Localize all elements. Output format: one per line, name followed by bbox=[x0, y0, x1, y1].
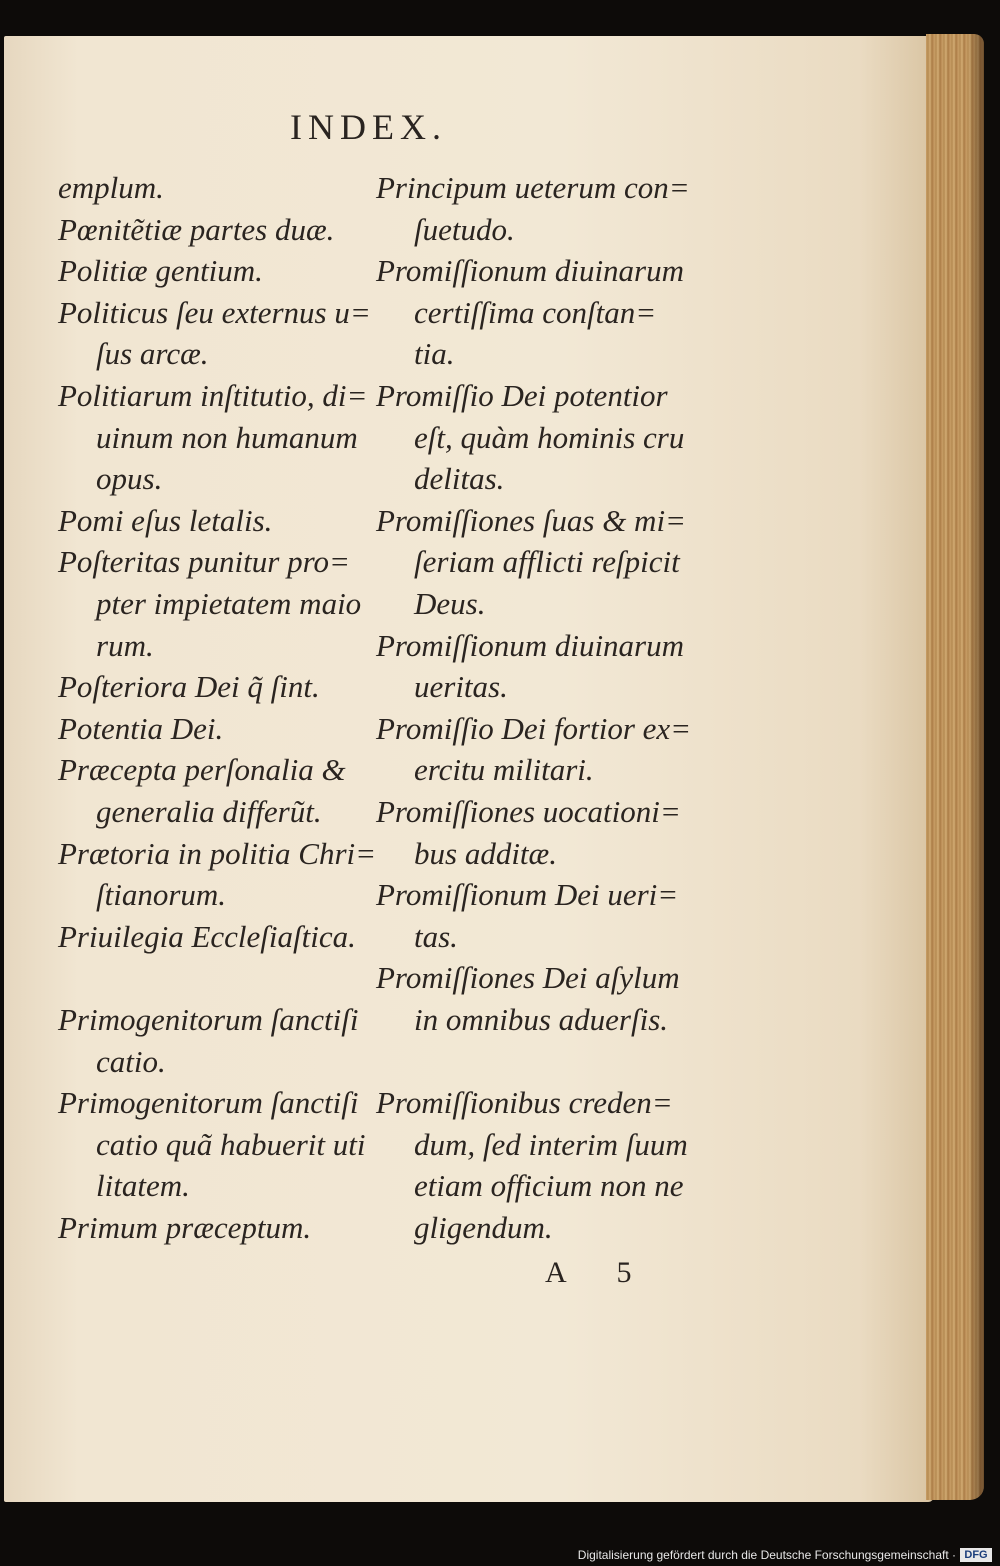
left-entry-text: Primogenitorum ſanctiſi bbox=[58, 1002, 359, 1037]
left-entry-text: Præcepta perſonalia & bbox=[58, 752, 346, 788]
left-entry-text: generalia differũt. bbox=[96, 794, 322, 829]
right-entry-text: Promiſſiones ſuas & mi= bbox=[376, 502, 686, 538]
left-entry-text: pter impietatem maio bbox=[96, 586, 362, 621]
right-entry-text: Promiſſiones uocationi= bbox=[376, 794, 681, 829]
right-entry-text: dum, ſed interim ſuum bbox=[414, 1126, 688, 1162]
left-entry-text: Primogenitorum ſanctiſi bbox=[58, 1085, 359, 1121]
right-entry-text: tia. bbox=[414, 336, 455, 372]
left-entry-text: rum. bbox=[96, 627, 154, 663]
left-entry-text: Primum præceptum. bbox=[58, 1210, 312, 1245]
right-entry-text: Principum ueterum con= bbox=[376, 170, 690, 205]
left-entry-text: Potentia Dei. bbox=[58, 710, 224, 746]
page-header: INDEX. bbox=[290, 107, 447, 147]
right-entry-text: bus additæ. bbox=[414, 835, 557, 871]
left-entry-text: catio quã habuerit uti bbox=[96, 1126, 366, 1162]
left-entry-text: Prætoria in politia Chri= bbox=[58, 835, 377, 871]
left-entry-text: Pomi eſus letalis. bbox=[58, 502, 273, 538]
right-entry-text: Promiſſionibus creden= bbox=[376, 1085, 673, 1121]
dfg-logo: DFG bbox=[960, 1548, 992, 1562]
right-entry-text: Promiſſionum Dei ueri= bbox=[376, 877, 679, 913]
right-entry-text: Deus. bbox=[414, 586, 486, 621]
right-entry-text: Promiſſio Dei potentior bbox=[376, 378, 668, 413]
right-entry-text: eſt, quàm hominis cru bbox=[414, 419, 685, 455]
right-entry-text: Promiſſio Dei fortior ex= bbox=[376, 710, 692, 746]
page-edges bbox=[926, 34, 984, 1500]
left-entry-text: Pœnitẽtiæ partes duæ. bbox=[58, 211, 335, 247]
right-entry-text: delitas. bbox=[414, 461, 505, 497]
right-entry-text: Promiſſionum diuinarum bbox=[376, 627, 685, 663]
left-entry-text: Politiarum inſtitutio, di= bbox=[58, 378, 368, 413]
right-entry-text: Promiſſiones Dei aſylum bbox=[376, 960, 680, 996]
left-entry-text: Poſteritas punitur pro= bbox=[58, 544, 350, 580]
right-entry-text: etiam officium non ne bbox=[414, 1168, 684, 1204]
left-entry-text: ſus arcæ. bbox=[96, 336, 209, 372]
left-entry-text: emplum. bbox=[58, 170, 164, 205]
right-entry-text: tas. bbox=[414, 918, 458, 954]
right-entry-text: certiſſima conſtan= bbox=[414, 294, 657, 330]
left-entry-text: catio. bbox=[96, 1043, 166, 1079]
left-entry-text: Politiæ gentium. bbox=[58, 253, 263, 289]
digitization-credit: Digitalisierung gefördert durch die Deutsche Forschungsgemeinschaft · bbox=[577, 1548, 956, 1562]
right-entry-text: ueritas. bbox=[414, 669, 508, 705]
left-entry-text: ſtianorum. bbox=[96, 877, 227, 913]
right-entry-text: ercitu militari. bbox=[414, 752, 594, 788]
right-entry-text: in omnibus aduerſis. bbox=[414, 1002, 669, 1037]
left-entry-text: uinum non humanum bbox=[96, 419, 358, 455]
signature-mark: A 5 bbox=[545, 1256, 654, 1289]
right-entry-text: Promiſſionum diuinarum bbox=[376, 253, 685, 289]
left-entry-text: opus. bbox=[96, 461, 163, 497]
left-entry-text: Priuilegia Eccleſiaſtica. bbox=[58, 918, 356, 954]
left-entry-text: litatem. bbox=[96, 1168, 190, 1204]
right-entry-text: ſuetudo. bbox=[414, 211, 515, 247]
right-entry-text: ſeriam afflicti reſpicit bbox=[414, 544, 680, 580]
right-entry-text: gligendum. bbox=[414, 1210, 553, 1245]
left-entry-text: Poſteriora Dei q̃ ſint. bbox=[58, 669, 320, 705]
left-entry-text: Politicus ſeu externus u= bbox=[58, 294, 371, 330]
